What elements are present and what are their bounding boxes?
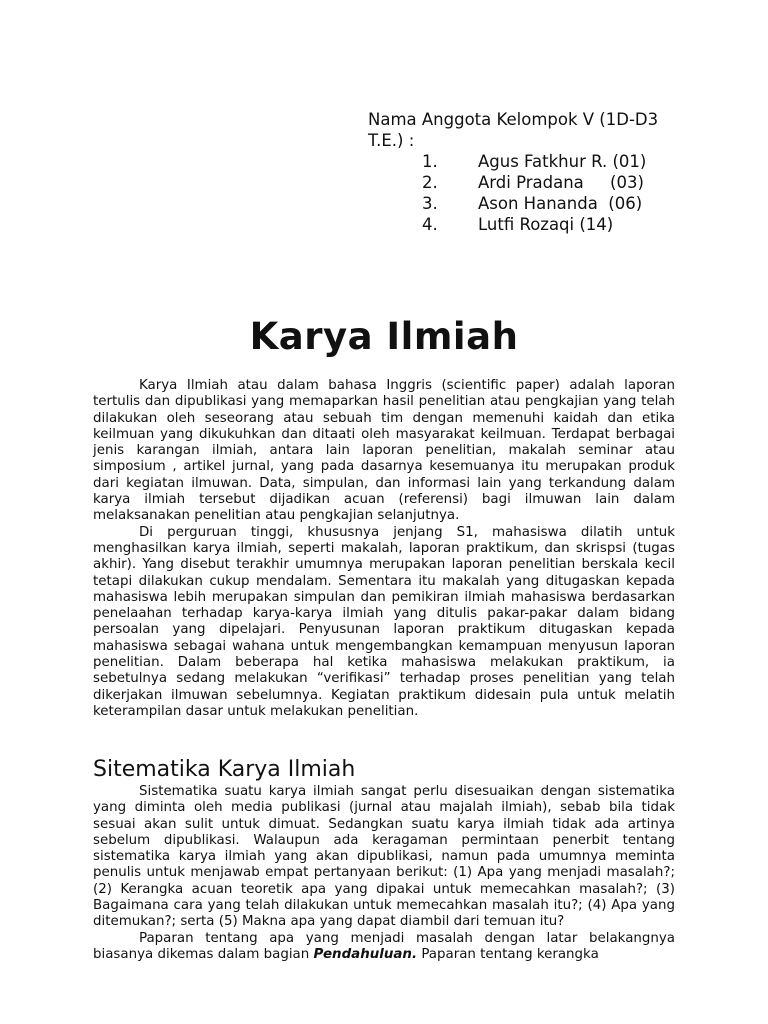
section-body (93, 784, 675, 963)
group-members-block (368, 109, 668, 235)
member-item (368, 214, 668, 235)
members-heading: Nama Anggota Kelompok V (1D-D3 T.E.) : (368, 110, 659, 150)
intro-paragraph: Di perguruan tinggi, khususnya jenjang S1, mahasiswa dilatih untuk menghasilkan karya ilmiah, seperti makalah, laporan praktikum, dan skrispsi (tugas akhir). Yang disebut terakhir umumnya merupakan laporan penelitian berskala kecil tetapi dilakukan cukup mendalam. Sementara itu makalah yang ditugaskan kepada mahasiswa lebih merupakan simpulan dan pemikiran ilmiah mahasiswa berdasarkan penelaahan terhadap karya-karya ilmiah yang ditulis pakar-pakar dalam bidang persoalan yang dipelajari. Penyusunan laporan praktikum ditugaskan kepada mahasiswa sebagai wahana untuk mengembangkan kemampuan menyusun laporan penelitian. Dalam beberapa hal ketika mahasiswa melakukan praktikum, ia sebetulnya sedang melakukan “verifikasi” terhadap proses penelitian yang telah dikerjakan ilmuwan sebelumnya. Kegiatan praktikum didesain pula untuk melatih keterampilan dasar untuk melakukan penelitian. (93, 524, 675, 719)
paragraph-text: Paparan tentang apa yang menjadi masalah dengan latar belakangnya biasanya dikemas dalam bagian (93, 930, 675, 962)
member-number: 1. (422, 152, 438, 171)
intro-paragraph: Karya Ilmiah atau dalam bahasa Inggris (scientific paper) adalah laporan tertulis dan dipublikasi yang memaparkan hasil penelitian atau pengkajian yang telah dilakukan oleh seseorang atau sebuah tim dengan memenuhi kaidah dan etika keilmuan yang dikukuhkan dan ditaati oleh masyarakat keilmuan. Terdapat berbagai jenis karangan ilmiah, antara lain laporan penelitian, makalah seminar atau simposium , artikel jurnal, yang pada dasarnya kesemuanya itu merupakan produk dari kegiatan ilmuwan. Data, simpulan, dan informasi lain yang terkandung dalam karya ilmiah tersebut dijadikan acuan (referensi) bagi ilmuwan lain dalam melaksanakan penelitian atau pengkajian selanjutnya. (93, 378, 675, 524)
member-name: Ason Hananda (06) (478, 194, 643, 213)
member-item (368, 151, 668, 172)
paragraph-text: Paparan tentang kerangka (417, 946, 599, 962)
emphasized-term: Pendahuluan. (313, 946, 418, 962)
section-heading: Sitematika Karya Ilmiah (93, 757, 356, 782)
member-number: 2. (422, 173, 438, 192)
member-name: Lutfi Rozaqi (14) (478, 215, 614, 234)
member-item (368, 172, 668, 193)
intro-body (93, 378, 675, 720)
member-name: Ardi Pradana (03) (478, 173, 644, 192)
member-item (368, 193, 668, 214)
section-paragraph: Sistematika suatu karya ilmiah sangat perlu disesuaikan dengan sistematika yang diminta oleh media publikasi (jurnal atau majalah ilmiah), sebab bila tidak sesuai akan sulit untuk dimuat. Sedangkan suatu karya ilmiah tidak ada artinya sebelum dipublikasi. Walaupun ada keragaman permintaan penerbit tentang sistematika karya ilmiah yang akan dipublikasi, namun pada umumnya meminta penulis untuk menjawab empat pertanyaan berikut: (1) Apa yang menjadi masalah?; (2) Kerangka acuan teoretik apa yang dipakai untuk memecahkan masalah?; (3) Bagaimana cara yang telah dilakukan untuk memecahkan masalah itu?; (4) Apa yang ditemukan?; serta (5) Makna apa yang dapat diambil dari temuan itu? (93, 784, 675, 930)
member-number: 3. (422, 194, 438, 213)
member-name: Agus Fatkhur R. (01) (478, 152, 647, 171)
document-title: Karya Ilmiah (249, 315, 519, 358)
member-number: 4. (422, 215, 438, 234)
section-paragraph (93, 931, 675, 964)
member-list (368, 151, 668, 235)
